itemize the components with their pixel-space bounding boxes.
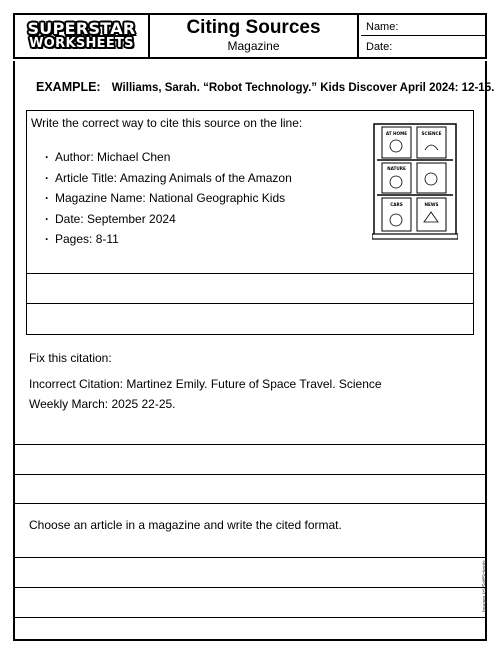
list-item: · Author: Michael Chen <box>45 147 292 168</box>
list-item: · Date: September 2024 <box>45 209 292 230</box>
magazine-rack-icon <box>372 122 458 240</box>
name-date-cell <box>361 15 485 57</box>
section3-instruction: Choose an article in a magazine and write the cited format. <box>29 518 342 532</box>
date-label: Date: <box>366 41 393 53</box>
list-item: · Pages: 8-11 <box>45 229 292 250</box>
answer-line-7[interactable] <box>15 617 485 618</box>
incorrect-citation-line2: Weekly March: 2025 22-25. <box>29 397 176 411</box>
rack-label: SCIENCE <box>421 131 442 136</box>
name-date-divider <box>361 35 485 36</box>
answer-line-2[interactable] <box>27 303 473 304</box>
source-details-list <box>45 147 292 250</box>
title-cell <box>148 15 359 57</box>
answer-line-1[interactable] <box>27 273 473 274</box>
example-label: EXAMPLE: <box>36 80 101 94</box>
list-item: · Article Title: Amazing Animals of the Amazon <box>45 168 292 189</box>
section1-instruction: Write the correct way to cite this source on the line: <box>31 116 303 130</box>
answer-line-6[interactable] <box>15 587 485 588</box>
rack-label: CARS <box>390 202 403 207</box>
section2-instruction: Fix this citation: <box>29 351 112 365</box>
answer-line-3[interactable] <box>15 444 485 445</box>
rack-label: AT HOME <box>385 131 408 136</box>
example-citation <box>36 80 494 94</box>
name-label: Name: <box>366 21 399 33</box>
example-text: Williams, Sarah. “Robot Technology.” Kids Discover April 2024: 12-15. <box>111 82 495 94</box>
logo-line2: WORKSHEETS <box>29 36 134 51</box>
page-title: Citing Sources <box>186 17 321 38</box>
rack-label: NEWS <box>424 202 439 207</box>
logo-line1: SUPERSTAR <box>27 19 136 38</box>
image-credit: Images (c) SoftSchools <box>482 560 488 612</box>
list-item: · Magazine Name: National Geographic Kids <box>45 188 292 209</box>
rack-label: NATURE <box>387 166 406 171</box>
worksheet-header <box>13 13 487 59</box>
answer-line-5[interactable] <box>15 557 485 558</box>
section-divider <box>15 503 485 504</box>
incorrect-citation-line1: Incorrect Citation: Martinez Emily. Future of Space Travel. Science <box>29 377 382 391</box>
answer-line-4[interactable] <box>15 474 485 475</box>
superstar-worksheets-logo <box>15 15 148 57</box>
page-subtitle: Magazine <box>227 39 280 53</box>
